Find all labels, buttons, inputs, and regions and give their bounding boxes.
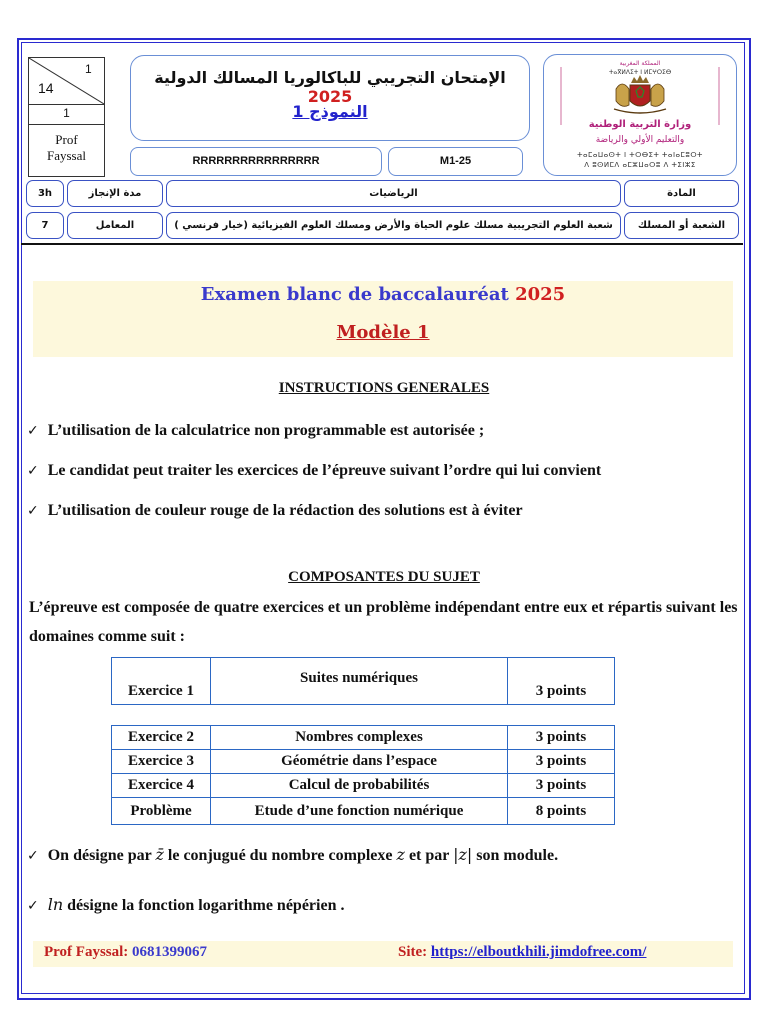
z-bar-symbol: z̄ — [155, 845, 164, 864]
coef-label: المعامل — [67, 212, 163, 239]
table-row — [112, 798, 615, 825]
subject-label: المادة — [624, 180, 739, 207]
exercise-name: Exercice 2 — [112, 726, 211, 750]
footer-phone: 0681399067 — [132, 944, 208, 960]
logo-ministry-tif1: ⵜⴰⵎⴰⵡⴰⵙⵜ ⵏ ⵜⵔⴱⵉⵜ ⵜⴰⵏⴰⵎⵓⵔⵜ — [577, 151, 703, 159]
check-icon: ✓ — [27, 898, 39, 914]
instruction-text: L’utilisation de couleur rouge de la rédaction des solutions est à éviter — [47, 502, 523, 519]
banner-model: Modèle 1 — [336, 322, 430, 343]
coef-value: 7 — [26, 212, 64, 239]
duration-label: مدة الإنجاز — [67, 180, 163, 207]
exercise-domain: Suites numériques — [211, 658, 508, 705]
exercise-name: Exercice 4 — [112, 774, 211, 798]
table-row — [112, 726, 615, 750]
note-ln — [27, 895, 344, 915]
logo-ministry-tif2: ⴷ ⵓⵙⵍⵎⴷ ⴰⵎⵣⵡⴰⵔⵓ ⴷ ⵜⵉⵏⵣⵉ — [584, 161, 696, 169]
note-text: le conjugué du nombre complexe — [167, 847, 393, 864]
modulus-symbol: |z| — [453, 845, 473, 864]
logo-ministry-ar: وزارة التربية الوطنية — [588, 119, 692, 130]
exam-model-ar: النموذج 1 — [292, 102, 368, 121]
header-separator — [21, 243, 743, 245]
exam-ref: M1-25 — [388, 147, 523, 176]
banner-title — [33, 284, 733, 305]
note-text: son module. — [476, 847, 559, 864]
exercise-name: Exercice 3 — [112, 750, 211, 774]
instructions-heading: INSTRUCTIONS GENERALES — [278, 380, 490, 396]
check-icon: ✓ — [27, 503, 39, 519]
exercise-name: Problème — [112, 798, 211, 825]
exercise-points: 3 points — [508, 726, 615, 750]
branch-value: شعبة العلوم التجريبية مسلك علوم الحياة والأرض ومسلك العلوم الفيزيائية (خيار فرنسي ) — [166, 212, 621, 239]
exercise-domain: Etude d’une fonction numérique — [211, 798, 508, 825]
score-of: 1 — [63, 106, 70, 120]
banner-title-text: Examen blanc de baccalauréat — [200, 284, 509, 305]
exam-code: RRRRRRRRRRRRRRRR — [130, 147, 382, 176]
subject-value: الرياضيات — [166, 180, 621, 207]
logo-ministry-ar2: والتعليم الأولي والرياضة — [595, 135, 685, 145]
check-icon: ✓ — [27, 463, 39, 479]
prof-line1: Prof — [55, 132, 78, 147]
footer-site — [398, 944, 646, 961]
exercise-domain: Calcul de probabilités — [211, 774, 508, 798]
exercise-name: Exercice 1 — [112, 658, 211, 705]
exam-banner — [33, 281, 733, 357]
exercise-points: 3 points — [508, 774, 615, 798]
ministry-logo — [543, 54, 737, 176]
table-row — [112, 750, 615, 774]
check-icon: ✓ — [27, 423, 39, 439]
exercise-domain: Géométrie dans l’espace — [211, 750, 508, 774]
logo-kingdom-tif: ⵜⴰⴳⵍⴷⵉⵜ ⵏ ⵍⵎⵖⵔⵉⴱ — [608, 69, 672, 76]
branch-label: الشعبة أو المسلك — [624, 212, 739, 239]
table-row — [112, 658, 615, 705]
domain-table-2 — [111, 725, 615, 825]
instruction-item — [27, 422, 484, 440]
footer-author-label: Prof Fayssal: — [44, 944, 129, 960]
z-symbol: z — [396, 845, 405, 864]
check-icon: ✓ — [27, 848, 39, 864]
footer-author — [44, 944, 207, 961]
exercise-domain: Nombres complexes — [211, 726, 508, 750]
duration-value: 3h — [26, 180, 64, 207]
exercise-points: 3 points — [508, 750, 615, 774]
instruction-text: Le candidat peut traiter les exercices de l’épreuve suivant l’ordre qui lui convient — [47, 462, 602, 479]
exam-title-text: الإمتحان التجريبي للباكالوريا المسالك الدولية — [154, 68, 506, 87]
score-page: 1 — [85, 62, 92, 76]
note-text: On désigne par — [47, 847, 152, 864]
score-prof-name — [29, 132, 104, 164]
score-divider — [29, 124, 104, 125]
exercise-points: 3 points — [508, 658, 615, 705]
banner-year: 2025 — [515, 284, 566, 305]
instruction-item — [27, 502, 523, 520]
exam-title-year: 2025 — [307, 87, 353, 106]
score-box — [28, 57, 105, 177]
table-row — [112, 774, 615, 798]
note-complex — [27, 845, 558, 865]
score-total: 14 — [38, 80, 54, 96]
note-text: désigne la fonction logarithme népérien . — [67, 897, 345, 914]
exercise-points: 8 points — [508, 798, 615, 825]
footer-site-link[interactable]: https://elboutkhili.jimdofree.com/ — [430, 944, 647, 960]
instruction-text: L’utilisation de la calculatrice non programmable est autorisée ; — [47, 422, 485, 439]
composantes-heading: COMPOSANTES DU SUJET — [288, 569, 480, 585]
exam-title-box — [130, 55, 530, 141]
domain-table-1 — [111, 657, 615, 705]
note-text: et par — [408, 847, 450, 864]
footer-site-label: Site: — [398, 944, 428, 960]
prof-line2: Fayssal — [47, 148, 86, 163]
instruction-item — [27, 462, 601, 480]
exam-title-ar — [131, 68, 529, 106]
logo-kingdom-ar: المملكة المغربية — [619, 60, 661, 67]
ln-symbol: ln — [47, 895, 64, 914]
composantes-intro: L’épreuve est composée de quatre exercices et un problème indépendant entre eux et répartis suivant les domaines comme suit : — [29, 599, 738, 645]
